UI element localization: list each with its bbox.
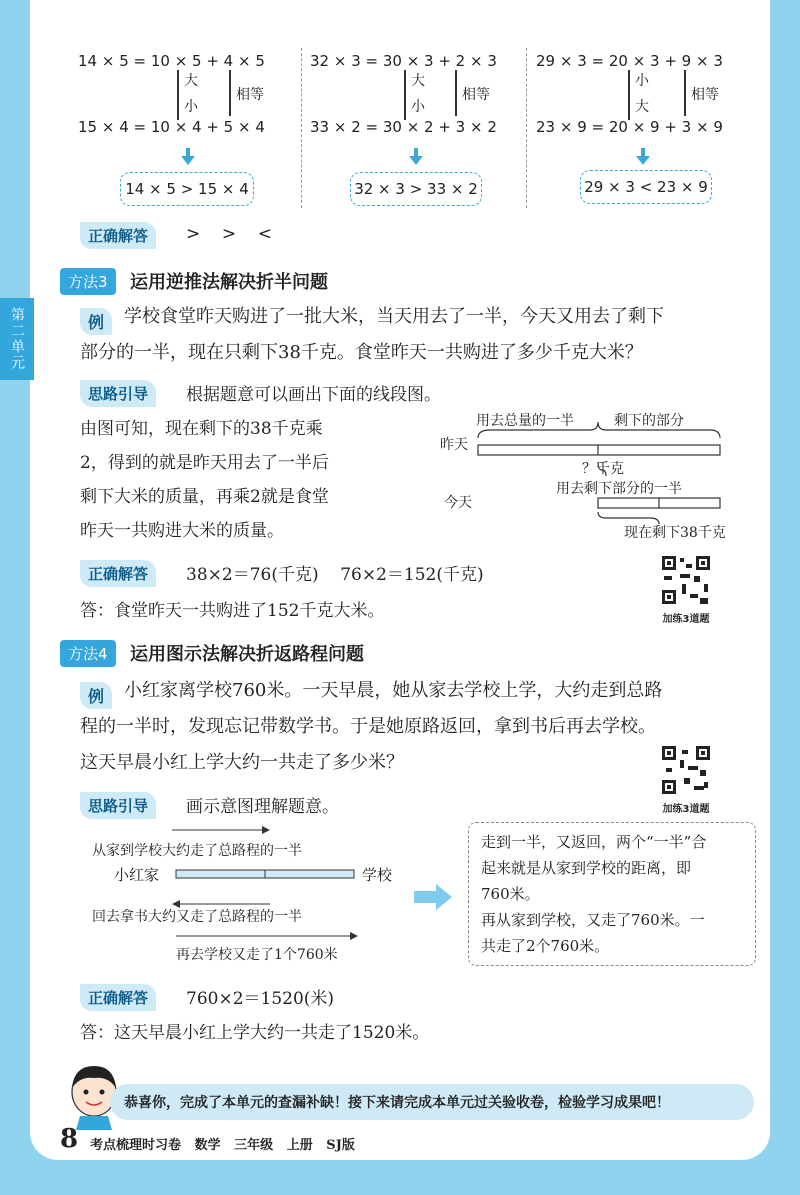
equal-bar [229, 70, 231, 116]
method-tag: 方法4 [60, 640, 116, 667]
diagram-question-kg: ？千克 [582, 461, 624, 477]
compare-rel-top: 大 [184, 73, 198, 89]
down-arrow-icon [409, 148, 423, 165]
compare-equal: 相等 [462, 87, 490, 103]
qr-code[interactable] [660, 554, 712, 625]
qr-label: 加练3道题 [662, 804, 710, 815]
equal-bar [684, 70, 686, 116]
problem-text: 学校食堂昨天购进了一批大米，当天用去了一半，今天又用去了剩下 [124, 306, 664, 327]
diagram-now-left: 现在剩下38千克 [624, 525, 726, 541]
answer-value: 760×2＝1520(米) [186, 989, 335, 1009]
hint-text: 根据题意可以画出下面的线段图。 [186, 385, 441, 405]
route-line1: 从家到学校大约走了总路程的一半 [92, 843, 302, 859]
example-tag: 例 [80, 308, 112, 335]
compare-rel-top: 大 [411, 73, 425, 89]
compare-rel-bottom: 小 [411, 99, 425, 115]
note-line: 760米。 [481, 885, 540, 903]
route-home: 小红家 [114, 866, 160, 884]
right-arrow-icon [414, 882, 454, 912]
answer-label: 正确解答 [80, 222, 156, 249]
qr-icon [660, 554, 712, 606]
conclusion: 答：这天早晨小红上学大约一共走了1520米。 [80, 1023, 430, 1043]
answer-label: 正确解答 [80, 560, 156, 587]
column-divider [301, 48, 302, 208]
hint-label: 思路引导 [80, 380, 156, 407]
compare-bottom-eq: 33 × 2 = 30 × 2 + 3 × 2 [310, 118, 497, 136]
method-tag: 方法3 [60, 268, 116, 295]
unit-side-tab: 第二单元 [0, 298, 34, 380]
compare-result: 32 × 3 > 33 × 2 [350, 172, 482, 206]
down-arrow-icon [181, 148, 195, 165]
page-number: 8 [60, 1124, 79, 1154]
hint-text: 画示意图理解题意。 [186, 797, 339, 817]
problem-text: 程的一半时，发现忘记带数学书。于是她原路返回，拿到书后再去学校。 [80, 716, 656, 737]
qr-icon [660, 744, 712, 796]
explain-line: 由图可知，现在剩下的38千克乘 [80, 419, 323, 439]
note-line: 再从家到学校，又走了760米。一 [481, 911, 705, 929]
route-line2: 回去拿书大约又走了总路程的一半 [92, 909, 302, 925]
method-title: 运用逆推法解决折半问题 [130, 272, 328, 293]
compare-rel-bottom: 小 [184, 99, 198, 115]
compare-equal: 相等 [236, 87, 264, 103]
compare-arrow [177, 70, 179, 120]
yesterday-bar [478, 445, 720, 455]
hint-label: 思路引导 [80, 792, 156, 819]
explain-line: 昨天一共购进大米的质量。 [80, 521, 284, 541]
explain-line: 2，得到的就是昨天用去了一半后 [80, 453, 329, 473]
answer-value: 38×2＝76(千克) 76×2＝152(千克) [186, 565, 484, 585]
problem-text: 这天早晨小红上学大约一共走了多少米？ [80, 752, 404, 773]
qr-label: 加练3道题 [662, 614, 710, 625]
compare-top-eq: 32 × 3 = 30 × 3 + 2 × 3 [310, 52, 497, 70]
compare-top-eq: 14 × 5 = 10 × 5 + 4 × 5 [78, 52, 265, 70]
diagram-used-rest: 用去剩下部分的一半 [556, 481, 682, 497]
compare-arrow [628, 70, 630, 120]
qr-code[interactable] [660, 744, 712, 815]
compare-arrow [404, 70, 406, 120]
explanation [80, 412, 400, 548]
congrats-banner: 恭喜你，完成了本单元的查漏补缺！接下来请完成本单元过关验收卷，检验学习成果吧！ [110, 1084, 754, 1120]
note-line: 共走了2个760米。 [481, 937, 610, 955]
diagram-today: 今天 [444, 495, 472, 511]
note-line: 起来就是从家到学校的距离，即 [481, 859, 692, 877]
diagram-remaining: 剩下的部分 [614, 413, 684, 429]
conclusion: 答：食堂昨天一共购进了152千克大米。 [80, 601, 385, 621]
compare-rel-top: 小 [635, 73, 649, 89]
explain-line: 剩下大米的质量，再乘2就是食堂 [80, 487, 329, 507]
compare-top-eq: 29 × 3 = 20 × 3 + 9 × 3 [536, 52, 723, 70]
diagram-used-half: 用去总量的一半 [476, 413, 574, 429]
route-arrow-head [262, 826, 270, 834]
compare-rel-bottom: 大 [635, 99, 649, 115]
problem-text: 部分的一半，现在只剩下38千克。食堂昨天一共购进了多少千克大米？ [80, 342, 643, 363]
note-box [468, 822, 756, 966]
problem-text: 小红家离学校760米。一天早晨，她从家去学校上学，大约走到总路 [124, 680, 663, 701]
compare-equal: 相等 [691, 87, 719, 103]
diagram-yesterday: 昨天 [440, 437, 468, 453]
footer-text: 考点梳理时习卷 数学 三年级 上册 SJ版 [90, 1138, 355, 1153]
example-tag: 例 [80, 682, 112, 709]
compare-result: 29 × 3 < 23 × 9 [580, 170, 712, 204]
answer-label: 正确解答 [80, 984, 156, 1011]
route-school: 学校 [362, 866, 393, 884]
equal-bar [455, 70, 457, 116]
answer-value: > > < [186, 224, 272, 244]
compare-result: 14 × 5 > 15 × 4 [120, 172, 254, 206]
route-arrow-head [350, 932, 358, 940]
method-title: 运用图示法解决折返路程问题 [130, 644, 364, 665]
compare-bottom-eq: 23 × 9 = 20 × 9 + 3 × 9 [536, 118, 723, 136]
note-line: 走到一半，又返回，两个“一半”合 [481, 833, 707, 851]
down-arrow-icon [636, 148, 650, 165]
compare-bottom-eq: 15 × 4 = 10 × 4 + 5 × 4 [78, 118, 265, 136]
route-line3: 再去学校又走了1个760米 [176, 947, 338, 963]
column-divider [526, 48, 527, 208]
